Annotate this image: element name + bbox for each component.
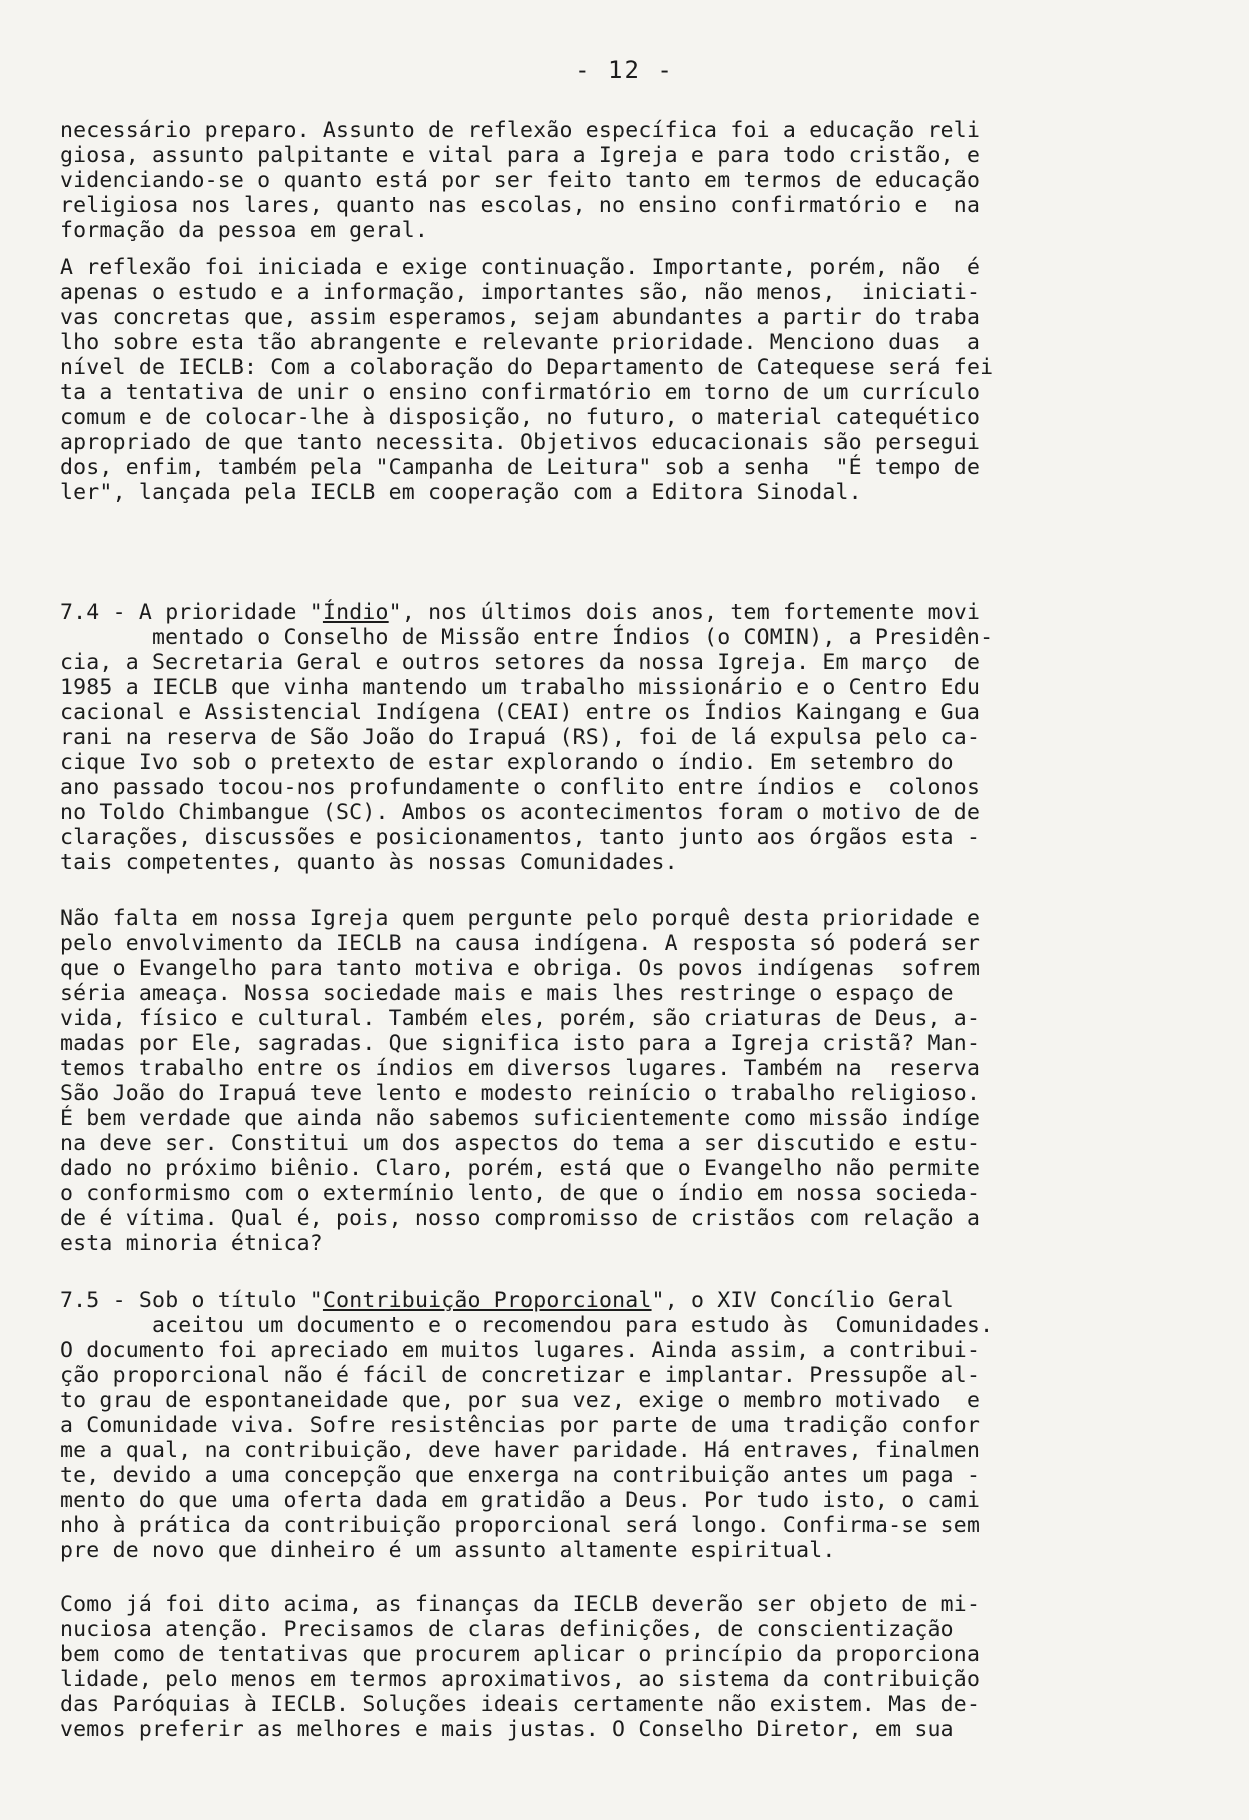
text-line: mento do que uma oferta dada em gratidão a Deus. Por tudo isto, o cami: [60, 1488, 981, 1513]
text-line: Como já foi dito acima, as finanças da IECLB deverão ser objeto de mi-: [60, 1592, 981, 1617]
text-line: nho à prática da contribuição proporcional será longo. Confirma-se sem: [60, 1513, 981, 1538]
text-line: vida, físico e cultural. Também eles, porém, são criaturas de Deus, a-: [60, 1006, 981, 1031]
section-dash: -: [112, 600, 126, 625]
text-line: cia, a Secretaria Geral e outros setores da nossa Igreja. Em março de: [60, 650, 981, 675]
text-line: nuciosa atenção. Precisamos de claras definições, de conscientização: [60, 1617, 954, 1642]
text-line: É bem verdade que ainda não sabemos suficientemente como missão indíge: [60, 1106, 981, 1131]
text-line: dos, enfim, também pela "Campanha de Leitura" sob a senha "É tempo de: [60, 455, 981, 480]
text-line: apenas o estudo e a informação, importantes são, não menos, iniciati-: [60, 280, 981, 305]
text-line: formação da pessoa em geral.: [60, 218, 429, 243]
underlined-term: Contribuição Proporcional: [322, 1288, 652, 1313]
underlined-term: Índio: [322, 600, 389, 625]
heading-prefix: Sob o título ": [138, 1288, 323, 1313]
text-line: comum e de colocar-lhe à disposição, no futuro, o material catequético: [60, 405, 981, 430]
text-line: esta minoria étnica?: [60, 1231, 323, 1256]
text-line: o conformismo com o extermínio lento, de que o índio em nossa socieda-: [60, 1181, 981, 1206]
text-line: necessário preparo. Assunto de reflexão específica foi a educação reli: [60, 118, 981, 143]
text-line: nível de IECLB: Com a colaboração do Departamento de Catequese será fei: [60, 355, 994, 380]
text-line: temos trabalho entre os índios em diversos lugares. Também na reserva: [60, 1056, 981, 1081]
text-line: no Toldo Chimbangue (SC). Ambos os acontecimentos foram o motivo de de: [60, 800, 981, 825]
text-line: 1985 a IECLB que vinha mantendo um trabalho missionário e o Centro Edu: [60, 675, 981, 700]
section-7-4: [60, 600, 1150, 875]
text-line: bem como de tentativas que procurem aplicar o princípio da proporciona: [60, 1642, 981, 1667]
text-line: lidade, pelo menos em termos aproximativos, ao sistema da contribuição: [60, 1667, 981, 1692]
text-line: São João do Irapuá teve lento e modesto reinício o trabalho religioso.: [60, 1081, 981, 1106]
text-line: séria ameaça. Nossa sociedade mais e mais lhes restringe o espaço de: [60, 981, 954, 1006]
text-line: vemos preferir as melhores e mais justas. O Conselho Diretor, em sua: [60, 1717, 954, 1742]
text-line: dado no próximo biênio. Claro, porém, está que o Evangelho não permite: [60, 1156, 981, 1181]
section-7-5: [60, 1288, 1150, 1563]
text-line: A reflexão foi iniciada e exige continuação. Importante, porém, não é: [60, 255, 981, 280]
text-line: cique Ivo sob o pretexto de estar explorando o índio. Em setembro do: [60, 750, 954, 775]
text-line: ano passado tocou-nos profundamente o conflito entre índios e colonos: [60, 775, 981, 800]
text-line: lho sobre esta tão abrangente e relevante prioridade. Menciono duas a: [60, 330, 981, 355]
text-line: te, devido a uma concepção que enxerga na contribuição antes um paga -: [60, 1463, 981, 1488]
text-line: religiosa nos lares, quanto nas escolas, no ensino confirmatório e na: [60, 193, 981, 218]
text-line: madas por Ele, sagradas. Que significa isto para a Igreja cristã? Man-: [60, 1031, 981, 1056]
text-line: ler", lançada pela IECLB em cooperação com a Editora Sinodal.: [60, 480, 862, 505]
section-heading-line: [60, 1288, 1150, 1313]
text-line: das Paróquias à IECLB. Soluções ideais certamente não existem. Mas de-: [60, 1692, 981, 1717]
text-line: me a qual, na contribuição, deve haver paridade. Há entraves, finalmen: [60, 1438, 981, 1463]
text-line: clarações, discussões e posicionamentos, tanto junto aos órgãos esta -: [60, 825, 981, 850]
text-line: O documento foi apreciado em muitos lugares. Ainda assim, a contribui-: [60, 1338, 981, 1363]
text-line: ta a tentativa de unir o ensino confirmatório em torno de um currículo: [60, 380, 981, 405]
paragraph-indigenous-cause: [60, 906, 1150, 1256]
text-line: a Comunidade viva. Sofre resistências por parte de uma tradição confor: [60, 1413, 981, 1438]
heading-prefix: A prioridade ": [138, 600, 323, 625]
text-line: Não falta em nossa Igreja quem pergunte pelo porquê desta prioridade e: [60, 906, 981, 931]
text-line: pelo envolvimento da IECLB na causa indígena. A resposta só poderá ser: [60, 931, 981, 956]
text-line: giosa, assunto palpitante e vital para a Igreja e para todo cristão, e: [60, 143, 981, 168]
text-line: rani na reserva de São João do Irapuá (RS), foi de lá expulsa pelo ca-: [60, 725, 981, 750]
text-line: aceitou um documento e o recomendou para estudo às Comunidades.: [152, 1313, 994, 1338]
text-line: de é vítima. Qual é, pois, nosso compromisso de cristãos com relação a: [60, 1206, 981, 1231]
text-line: cacional e Assistencial Indígena (CEAI) entre os Índios Kaingang e Gua: [60, 700, 981, 725]
text-line: mentado o Conselho de Missão entre Índios (o COMIN), a Presidên-: [152, 625, 994, 650]
section-number: 7.4: [60, 600, 100, 625]
heading-suffix: ", nos últimos dois anos, tem fortemente movi: [388, 600, 981, 625]
text-line: tais competentes, quanto às nossas Comunidades.: [60, 850, 678, 875]
text-line: pre de novo que dinheiro é um assunto altamente espiritual.: [60, 1538, 836, 1563]
heading-suffix: ", o XIV Concílio Geral: [651, 1288, 954, 1313]
text-line: apropriado de que tanto necessita. Objetivos educacionais são persegui: [60, 430, 981, 455]
paragraph-religious-education: [60, 118, 1150, 243]
page-number: - 12 -: [575, 56, 674, 84]
paragraph-reflection: [60, 255, 1150, 505]
text-line: que o Evangelho para tanto motiva e obriga. Os povos indígenas sofrem: [60, 956, 981, 981]
section-dash: -: [112, 1288, 126, 1313]
text-line: ção proporcional não é fácil de concretizar e implantar. Pressupõe al-: [60, 1363, 981, 1388]
paragraph-finances: [60, 1592, 1150, 1742]
text-line: vas concretas que, assim esperamos, sejam abundantes a partir do traba: [60, 305, 981, 330]
text-line: videnciando-se o quanto está por ser feito tanto em termos de educação: [60, 168, 981, 193]
text-line: to grau de espontaneidade que, por sua vez, exige o membro motivado e: [60, 1388, 981, 1413]
section-heading-line: [60, 600, 1150, 625]
section-number: 7.5: [60, 1288, 100, 1313]
text-line: na deve ser. Constitui um dos aspectos do tema a ser discutido e estu-: [60, 1131, 981, 1156]
